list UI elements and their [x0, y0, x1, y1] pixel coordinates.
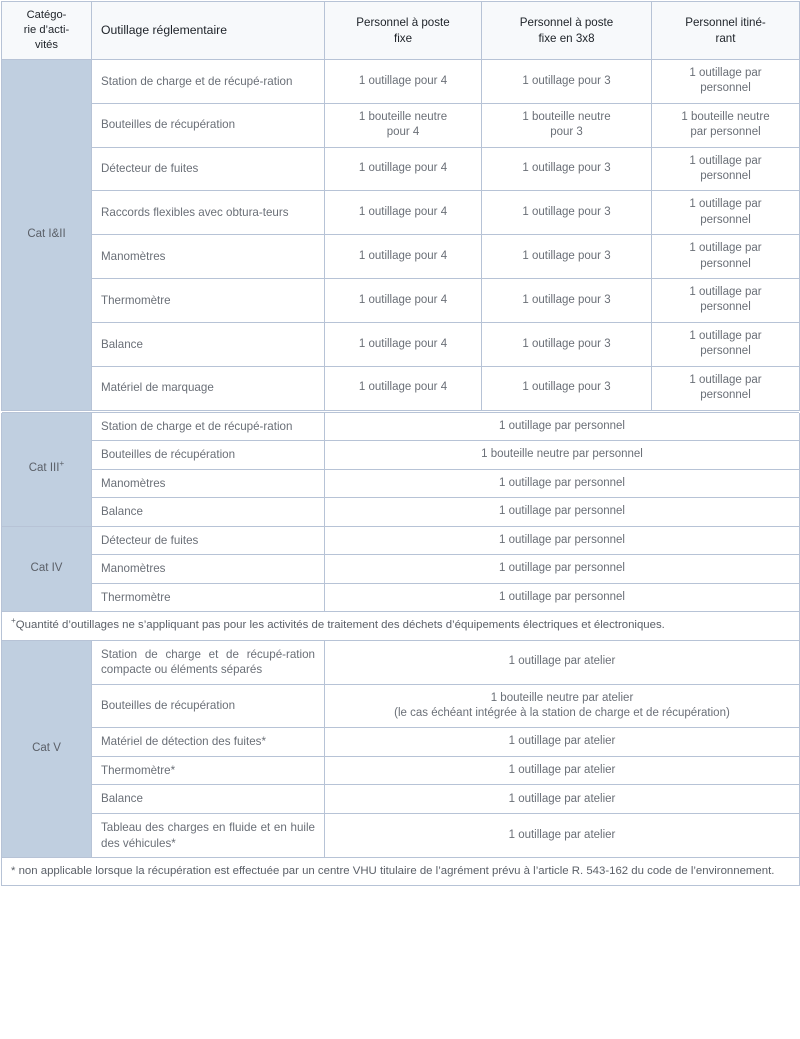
- tool-cell: Manomètres: [92, 469, 325, 498]
- value-itinerant-line2: personnel: [700, 301, 751, 314]
- category-cell-cat3: [2, 412, 92, 526]
- tool-cell: Station de charge et de récupé-ration: [92, 60, 325, 104]
- value-merged: 1 outillage par atelier: [325, 756, 800, 785]
- table-header: [2, 2, 800, 60]
- category-cell-cat3-label: Cat III: [28, 462, 60, 475]
- value-fixed-post-3x8: 1 outillage pour 3: [482, 322, 652, 366]
- category-cell-cat1-2: Cat I&II: [2, 60, 92, 411]
- column-header-itinerant-line2: rant: [715, 31, 736, 45]
- section-cat4: [2, 526, 800, 612]
- value-fixed-post: 1 outillage pour 4: [325, 147, 482, 191]
- table-row: [2, 60, 800, 104]
- tool-cell: Station de charge et de récupé-ration compacte ou éléments séparés: [92, 640, 325, 684]
- column-header-itinerant: [652, 2, 800, 60]
- table-row: [2, 785, 800, 814]
- tool-cell: Manomètres: [92, 235, 325, 279]
- value-fixed-post-3x8: 1 outillage pour 3: [482, 60, 652, 104]
- value-merged: 1 outillage par personnel: [325, 498, 800, 527]
- value-itinerant-line2: personnel: [700, 389, 751, 402]
- column-header-category: [2, 2, 92, 60]
- tool-cell: Thermomètre: [92, 583, 325, 612]
- value-itinerant-line2: personnel: [700, 257, 751, 270]
- value-merged: 1 outillage par atelier: [325, 785, 800, 814]
- value-fixed-post-3x8: 1 outillage pour 3: [482, 366, 652, 410]
- section-cat1-2: [2, 60, 800, 411]
- category-cell-cat3-superscript: +: [59, 459, 65, 469]
- value-itinerant-line2: personnel: [700, 345, 751, 358]
- section-note-plus: [2, 612, 800, 640]
- value-merged: 1 outillage par personnel: [325, 555, 800, 584]
- tool-cell: Balance: [92, 785, 325, 814]
- value-fixed-post: 1 outillage pour 4: [325, 366, 482, 410]
- value-itinerant-line1: 1 outillage par: [689, 329, 762, 342]
- value-itinerant-line1: 1 outillage par: [689, 242, 762, 255]
- section-cat3: [2, 412, 800, 526]
- value-fixed-post: 1 outillage pour 4: [325, 279, 482, 323]
- regulatory-tooling-table: [1, 1, 800, 886]
- column-header-fixed-post-line2: fixe: [393, 31, 413, 45]
- value-itinerant: [652, 366, 800, 410]
- value-itinerant: [652, 235, 800, 279]
- tool-cell: Raccords flexibles avec obtura-teurs: [92, 191, 325, 235]
- table-row: [2, 813, 800, 857]
- value-fixed-post: 1 outillage pour 4: [325, 322, 482, 366]
- value-merged: 1 bouteille neutre par personnel: [325, 441, 800, 470]
- table-row: [2, 322, 800, 366]
- value-itinerant-line1: 1 outillage par: [689, 198, 762, 211]
- value-merged: 1 outillage par personnel: [325, 412, 800, 441]
- value-itinerant-line2: personnel: [700, 82, 751, 95]
- tool-cell: Détecteur de fuites: [92, 526, 325, 555]
- column-header-itinerant-line1: Personnel itiné-: [685, 15, 766, 29]
- tool-cell: Bouteilles de récupération: [92, 103, 325, 147]
- value-merged-line2: (le cas échéant intégrée à la station de charge et de récupération): [394, 706, 730, 719]
- table-row: [2, 583, 800, 612]
- footnote-plus: [2, 612, 800, 640]
- value-merged: [325, 684, 800, 728]
- tool-cell: Balance: [92, 322, 325, 366]
- table-row: [2, 526, 800, 555]
- column-header-tool: Outillage réglementaire: [92, 2, 325, 60]
- table-row: [2, 498, 800, 527]
- value-fixed-post: [325, 103, 482, 147]
- column-header-fixed-post-3x8-line1: Personnel à poste: [519, 15, 614, 29]
- value-merged: 1 outillage par atelier: [325, 813, 800, 857]
- value-merged-line1: 1 bouteille neutre par atelier: [490, 691, 634, 704]
- footnote-plus-text: Quantité d’outillages ne s’appliquant pas pour les activités de traitement des déchets d’équipements électriques et électroniques.: [15, 619, 665, 632]
- tool-cell: Balance: [92, 498, 325, 527]
- value-fixed-post-3x8: [482, 103, 652, 147]
- tool-cell: Bouteilles de récupération: [92, 441, 325, 470]
- value-fixed-post-3x8-line1: 1 bouteille neutre: [522, 110, 611, 123]
- column-header-fixed-post-3x8-line2: fixe en 3x8: [538, 31, 595, 45]
- value-itinerant-line1: 1 outillage par: [689, 67, 762, 79]
- value-fixed-post-line2: pour 4: [386, 126, 420, 139]
- tool-cell: Station de charge et de récupé-ration: [92, 412, 325, 441]
- table-row: [2, 235, 800, 279]
- tool-cell: Matériel de détection des fuites*: [92, 728, 325, 757]
- value-itinerant: [652, 60, 800, 104]
- value-fixed-post: 1 outillage pour 4: [325, 235, 482, 279]
- value-merged: 1 outillage par atelier: [325, 728, 800, 757]
- footnote-row-star: [2, 858, 800, 886]
- table-row: [2, 728, 800, 757]
- column-header-fixed-post-3x8: [482, 2, 652, 60]
- value-itinerant: [652, 191, 800, 235]
- section-cat5: [2, 640, 800, 858]
- table-row: [2, 441, 800, 470]
- value-merged: 1 outillage par personnel: [325, 526, 800, 555]
- footnote-star: * non applicable lorsque la récupération est effectuée par un centre VHU titulaire de l’agrément prévu à l’article R. 543-162 du code de l’environnement.: [2, 858, 800, 886]
- value-merged: 1 outillage par atelier: [325, 640, 800, 684]
- table-row: [2, 469, 800, 498]
- value-fixed-post-3x8: 1 outillage pour 3: [482, 147, 652, 191]
- value-itinerant: [652, 322, 800, 366]
- value-fixed-post: 1 outillage pour 4: [325, 191, 482, 235]
- value-itinerant-line2: personnel: [700, 213, 751, 226]
- tool-cell: Bouteilles de récupération: [92, 684, 325, 728]
- value-itinerant: [652, 147, 800, 191]
- tool-cell: Tableau des charges en fluide et en huile des véhicules*: [92, 813, 325, 857]
- table-row: [2, 684, 800, 728]
- table-header-row: [2, 2, 800, 60]
- value-fixed-post-3x8-line2: pour 3: [550, 126, 583, 139]
- table-row: [2, 640, 800, 684]
- value-itinerant: [652, 103, 800, 147]
- value-merged: 1 outillage par personnel: [325, 469, 800, 498]
- table-row: [2, 555, 800, 584]
- column-header-category-line2: rie d’acti-: [23, 24, 70, 36]
- value-fixed-post-3x8: 1 outillage pour 3: [482, 191, 652, 235]
- table-row: [2, 756, 800, 785]
- table-row: [2, 366, 800, 410]
- table-row: [2, 279, 800, 323]
- column-header-category-line1: Catégo-: [26, 9, 67, 21]
- column-header-category-line3: vités: [34, 39, 58, 51]
- table-row: [2, 412, 800, 441]
- tool-cell: Thermomètre: [92, 279, 325, 323]
- value-fixed-post: 1 outillage pour 4: [325, 60, 482, 104]
- value-itinerant-line1: 1 outillage par: [689, 373, 762, 386]
- footnote-plus-marker: +: [11, 616, 16, 626]
- footnote-row-plus: [2, 612, 800, 640]
- value-itinerant-line1: 1 outillage par: [689, 286, 762, 299]
- value-itinerant-line2: par personnel: [690, 126, 761, 139]
- value-fixed-post-3x8: 1 outillage pour 3: [482, 235, 652, 279]
- value-itinerant-line2: personnel: [700, 170, 751, 183]
- value-fixed-post-line1: 1 bouteille neutre: [358, 110, 448, 123]
- value-itinerant-line1: 1 bouteille neutre: [681, 110, 770, 123]
- value-itinerant-line1: 1 outillage par: [689, 154, 762, 167]
- value-fixed-post-3x8: 1 outillage pour 3: [482, 279, 652, 323]
- category-cell-cat4: Cat IV: [2, 526, 92, 612]
- section-note-star: [2, 858, 800, 886]
- table-row: [2, 147, 800, 191]
- value-merged: 1 outillage par personnel: [325, 583, 800, 612]
- column-header-fixed-post-line1: Personnel à poste: [356, 15, 450, 29]
- table-row: [2, 191, 800, 235]
- column-header-fixed-post: [325, 2, 482, 60]
- tool-cell: Manomètres: [92, 555, 325, 584]
- table-row: [2, 103, 800, 147]
- tool-cell: Thermomètre*: [92, 756, 325, 785]
- tool-cell: Détecteur de fuites: [92, 147, 325, 191]
- tool-cell: Matériel de marquage: [92, 366, 325, 410]
- category-cell-cat5: Cat V: [2, 640, 92, 858]
- value-itinerant: [652, 279, 800, 323]
